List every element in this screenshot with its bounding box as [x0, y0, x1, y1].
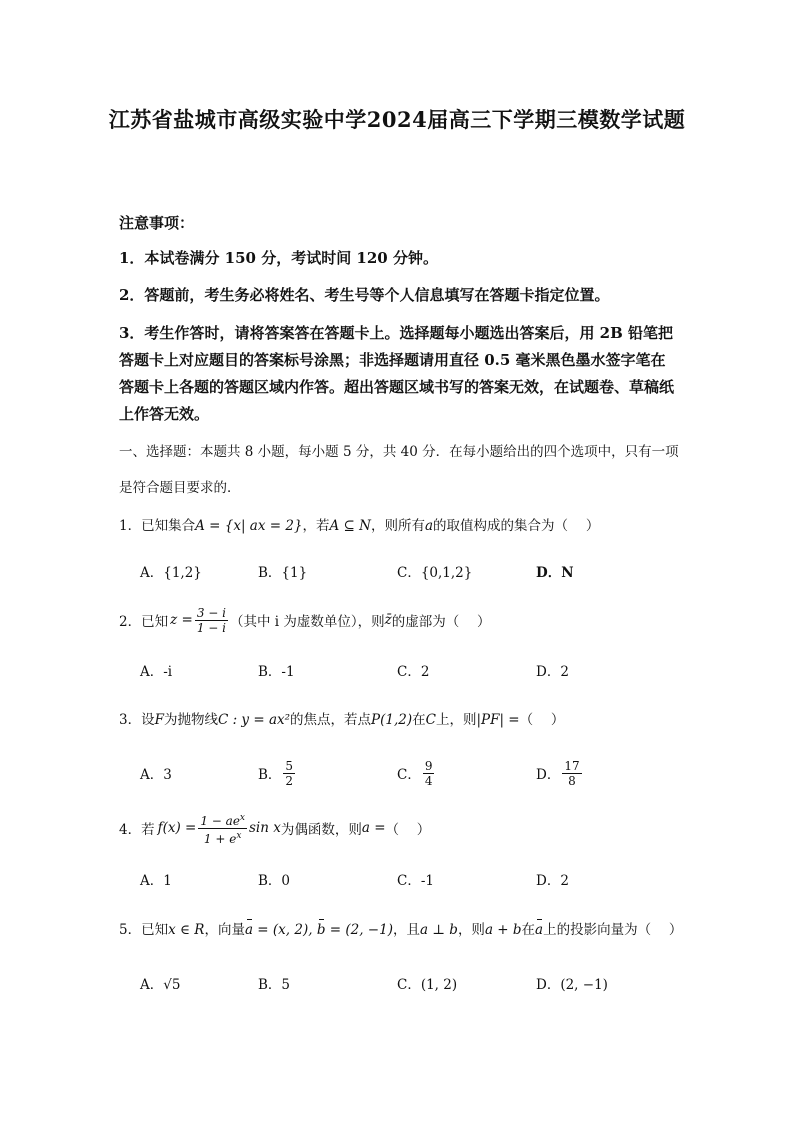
q5-text: ，则: [457, 922, 485, 938]
denominator-exponent: x: [236, 830, 242, 841]
q4-math: f(x) =: [157, 820, 197, 836]
question-3: [119, 708, 679, 728]
notice-item-3: 3．考生作答时，请将答案答在答题卡上。选择题每小题选出答案后，用 2B 铅笔把答题卡上对应题目的答案标号涂黑；非选择题请用直径 0.5 毫米黑色墨水签字笔在答题卡上各题的答题区域内作答。超出答题区域书写的答案无效，在试题卷、草稿纸上作答无效。: [119, 324, 675, 423]
notice-item-1: 1．本试卷满分 150 分，考试时间 120 分钟。: [119, 249, 438, 267]
q4-option-b[interactable]: B．0: [258, 873, 291, 889]
option-fraction: [283, 759, 295, 788]
q4-fraction: [198, 811, 247, 846]
q1-option-a[interactable]: A．{1,2}: [140, 565, 202, 581]
vector-a: a: [535, 922, 544, 938]
vector-b: b: [316, 922, 326, 938]
q2-math: z =: [170, 612, 193, 628]
q5-option-d[interactable]: D．(2, −1): [536, 977, 608, 993]
option-fraction: [423, 759, 435, 788]
fraction-denominator: 4: [424, 773, 433, 788]
q5-math: = (x, 2),: [253, 922, 317, 938]
q1-text: ，则所有: [370, 518, 425, 534]
fraction-denominator: 1 − i: [196, 620, 226, 635]
q5-math: x ∈ R: [168, 922, 205, 938]
q4-option-a[interactable]: A．1: [140, 873, 172, 889]
q2-option-c[interactable]: C．2: [397, 664, 430, 680]
q5-text: ，且: [392, 922, 420, 938]
q1-math: A ⊆ N: [329, 518, 371, 534]
notice-item-2: 2．答题前，考生务必将姓名、考生号等个人信息填写在答题卡指定位置。: [119, 286, 610, 304]
fraction-numerator: 9: [424, 758, 433, 773]
q3-options: [140, 758, 660, 788]
q1-text: 的取值构成的集合为（ ）: [433, 518, 600, 534]
q3-text: 在: [412, 712, 426, 728]
q5-option-c[interactable]: C．(1, 2): [397, 977, 458, 993]
q1-text: ，若: [302, 518, 330, 534]
q2-math: z̄: [384, 612, 392, 628]
option-label: C．: [397, 767, 421, 783]
fraction-numerator: 17: [564, 758, 580, 773]
q3-math: P(1,2): [371, 712, 413, 728]
q3-math: |PF| =: [476, 712, 520, 728]
q3-text: 的焦点，若点: [290, 712, 372, 728]
q1-option-b[interactable]: B．{1}: [258, 565, 308, 581]
option-label: D．: [536, 767, 561, 783]
q4-math: a =: [361, 820, 386, 836]
q5-text: 5．已知: [119, 922, 169, 938]
q1-math: a: [424, 518, 434, 534]
fraction-numerator: 5: [285, 758, 294, 773]
q3-math: F: [154, 712, 164, 728]
denominator-base: 1 + e: [203, 831, 237, 846]
question-4: [119, 808, 679, 848]
q5-option-b[interactable]: B．5: [258, 977, 291, 993]
q3-text: 上，则: [435, 712, 477, 728]
q4-text: （ ）: [385, 822, 431, 838]
q5-options: [140, 968, 660, 998]
q1-text: 1．已知集合: [119, 518, 196, 534]
question-2: [119, 600, 679, 640]
q5-math: = (2, −1): [325, 922, 393, 938]
q3-text: 3．设: [119, 712, 155, 728]
q5-text: ，向量: [204, 922, 245, 938]
q2-option-d[interactable]: D．2: [536, 664, 569, 680]
notice-heading: 注意事项：: [119, 214, 195, 232]
q2-options: [140, 655, 660, 685]
exam-title: 江苏省盐城市高级实验中学2024届高三下学期三模数学试题: [108, 107, 686, 132]
fraction-denominator: 2: [285, 773, 294, 788]
q4-text: 为偶函数，则: [280, 822, 362, 838]
q5-math: a ⊥ b: [419, 922, 458, 938]
q3-math: C: [425, 712, 436, 728]
q3-text: （ ）: [519, 712, 565, 728]
numerator-base: 1 − ae: [200, 813, 240, 828]
q3-option-a[interactable]: A．3: [140, 767, 172, 783]
q1-option-c[interactable]: C．{0,1,2}: [397, 565, 473, 581]
q3-option-d[interactable]: [536, 758, 584, 788]
q1-option-d[interactable]: D．N: [536, 565, 574, 581]
fraction-denominator: [202, 829, 244, 846]
q2-option-b[interactable]: B．-1: [258, 664, 295, 680]
q4-text: 4．若: [119, 822, 155, 838]
q5-math: a + b: [484, 922, 522, 938]
fraction-numerator: [198, 811, 247, 829]
q5-option-a[interactable]: A．√5: [140, 977, 181, 993]
q2-text: 的虚部为（ ）: [391, 614, 491, 630]
q3-math: C : y = ax²: [217, 712, 291, 728]
fraction-numerator: 3 − i: [196, 605, 226, 620]
q4-math: sin x: [249, 820, 281, 836]
option-fraction: [562, 759, 581, 788]
q4-options: [140, 864, 660, 894]
question-5: [119, 918, 683, 938]
q2-text: 2．已知: [119, 614, 169, 630]
q4-option-d[interactable]: D．2: [536, 873, 569, 889]
q2-text: （其中 i 为虚数单位），则: [229, 614, 385, 630]
q3-option-c[interactable]: [397, 758, 436, 788]
q1-math: A = {x| ax = 2}: [195, 518, 303, 534]
q5-text: 在: [521, 922, 536, 938]
fraction-denominator: 8: [568, 773, 576, 788]
option-label: B．: [258, 767, 282, 783]
q3-option-b[interactable]: [258, 758, 297, 788]
numerator-exponent: x: [239, 812, 245, 823]
q2-option-a[interactable]: A．-i: [140, 664, 173, 680]
question-1: [119, 514, 679, 534]
q4-option-c[interactable]: C．-1: [397, 873, 434, 889]
q5-text: 上的投影向量为（ ）: [543, 922, 683, 938]
q3-text: 为抛物线: [163, 712, 218, 728]
q1-options: [140, 556, 660, 586]
q2-fraction: [195, 606, 228, 635]
section-heading: 一、选择题：本题共 8 小题，每小题 5 分，共 40 分．在每小题给出的四个选项中，只有一项是符合题目要求的．: [119, 444, 679, 496]
vector-a: a: [244, 922, 254, 938]
